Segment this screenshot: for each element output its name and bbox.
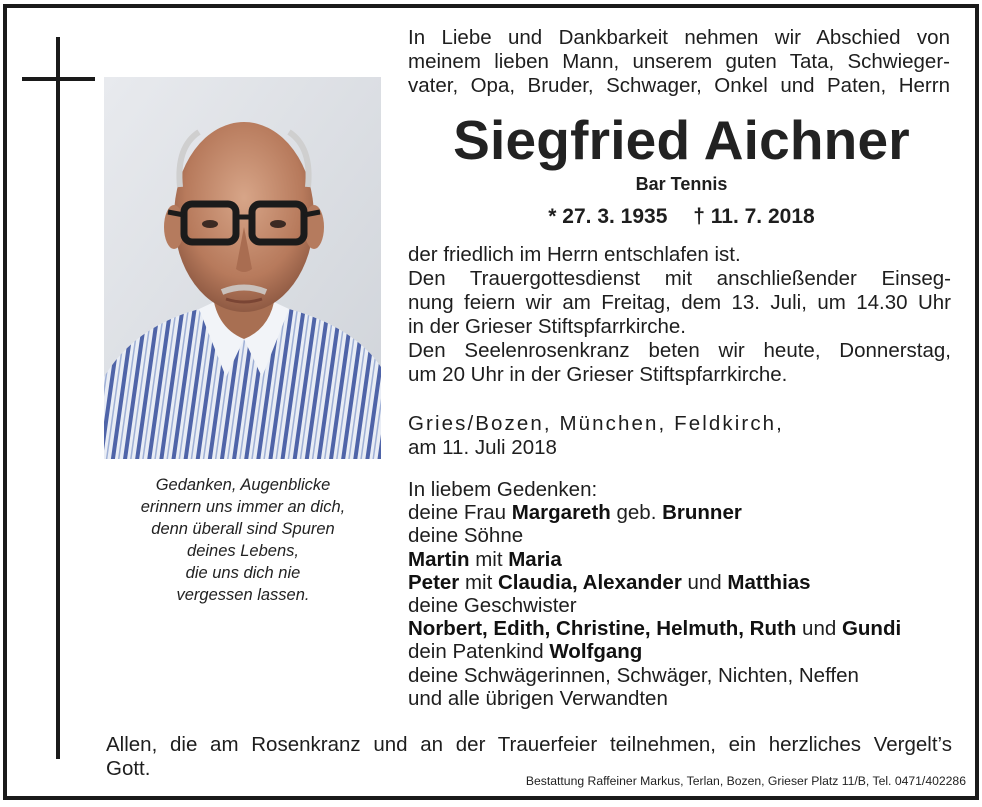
- son2-name: Peter: [408, 570, 460, 594]
- cross-horizontal-bar: [22, 77, 95, 81]
- wife-prefix: deine Frau: [408, 501, 512, 525]
- quote-line: vergessen lassen.: [176, 586, 310, 604]
- son2-family: Claudia, Alexander: [498, 570, 682, 594]
- son2-with: mit: [459, 570, 498, 594]
- son2-and: und: [681, 570, 728, 594]
- place-line: Gries/Bozen, München, Feldkirch,: [408, 412, 784, 435]
- service-details: [408, 243, 951, 387]
- deceased-subtitle: Bar Tennis: [635, 174, 728, 194]
- siblings-and: und: [796, 617, 842, 641]
- son2-line: [408, 571, 958, 594]
- quote-line: deines Lebens,: [187, 542, 299, 560]
- birth-date: * 27. 3. 1935: [548, 205, 668, 228]
- son1-with: mit: [469, 547, 509, 571]
- date-line: am 11. Juli 2018: [408, 436, 557, 459]
- siblings-label: deine Geschwister: [408, 594, 577, 618]
- body-line: in der Grieser Stiftspfarrkirche.: [408, 315, 686, 338]
- closing-line: Allen, die am Rosenkranz und an der Trauerfeier teilnehmen, ein herzliches Vergelt’s: [106, 733, 952, 756]
- mourners-list: [408, 478, 958, 710]
- undertaker-info: Bestattung Raffeiner Markus, Terlan, Bozen, Grieser Platz 11/B, Tel. 0471/402286: [525, 774, 966, 788]
- quote-line: die uns dich nie: [185, 564, 301, 582]
- wife-line: [408, 501, 958, 524]
- deceased-name: Siegfried Aichner: [453, 109, 910, 171]
- son1-partner: Maria: [508, 547, 562, 571]
- son1-line: [408, 548, 958, 571]
- body-line: Den Seelenrosenkranz beten wir heute, Donnerstag,: [408, 339, 951, 362]
- portrait-photo: [104, 77, 381, 459]
- place-and-date: [408, 412, 828, 460]
- quote-line: erinnern uns immer an dich,: [140, 498, 346, 516]
- death-date: † 11. 7. 2018: [693, 205, 815, 228]
- life-dates: [404, 204, 959, 230]
- intro-text: [408, 26, 950, 98]
- wife-maiden-name: Brunner: [662, 501, 742, 525]
- son2-last: Matthias: [727, 570, 811, 594]
- siblings-names: Norbert, Edith, Christine, Helmuth, Ruth: [408, 617, 797, 641]
- mourners-heading: In liebem Gedenken:: [408, 478, 598, 501]
- wife-name: Margareth: [511, 501, 611, 525]
- intro-line: vater, Opa, Bruder, Schwager, Onkel und Paten, Herrn: [408, 74, 950, 97]
- intro-line: meinem lieben Mann, unserem guten Tata, Schwieger-: [408, 50, 950, 73]
- body-line: Den Trauergottesdienst mit anschließender Einseg-: [408, 267, 951, 290]
- quote-line: Gedanken, Augenblicke: [155, 476, 331, 494]
- siblings-line: [408, 617, 958, 640]
- body-line: nung feiern wir am Freitag, dem 13. Juli, um 14.30 Uhr: [408, 291, 951, 314]
- memorial-quote: [118, 474, 368, 606]
- godchild-line: [408, 640, 958, 663]
- body-line: um 20 Uhr in der Grieser Stiftspfarrkirche.: [408, 363, 788, 386]
- son1-name: Martin: [408, 547, 470, 571]
- wife-mid: geb.: [610, 501, 663, 525]
- relatives-line: und alle übrigen Verwandten: [408, 686, 668, 710]
- sons-label: deine Söhne: [408, 524, 524, 548]
- godchild-name: Wolfgang: [549, 640, 643, 664]
- godchild-prefix: dein Patenkind: [408, 640, 550, 664]
- inlaws-line: deine Schwägerinnen, Schwäger, Nichten, Neffen: [408, 663, 859, 687]
- siblings-last: Gundi: [841, 617, 902, 641]
- closing-line: Gott.: [106, 757, 151, 780]
- cross-vertical-bar: [56, 37, 60, 759]
- body-line: der friedlich im Herrn entschlafen ist.: [408, 243, 741, 266]
- intro-line: In Liebe und Dankbarkeit nehmen wir Abschied von: [408, 26, 950, 49]
- quote-line: denn überall sind Spuren: [151, 520, 335, 538]
